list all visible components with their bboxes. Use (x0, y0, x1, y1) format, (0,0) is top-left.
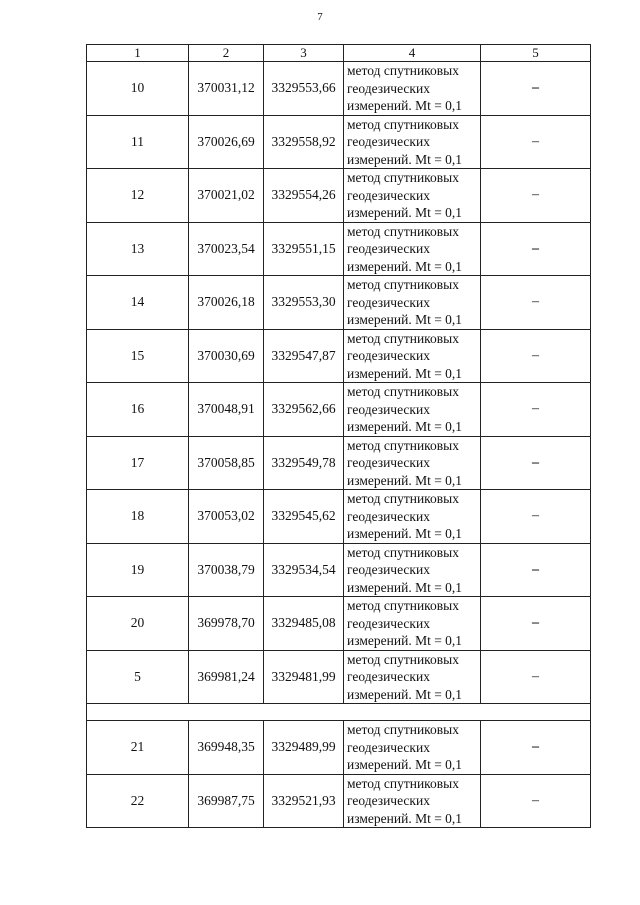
point-number-cell: 17 (87, 436, 189, 490)
table-row (87, 222, 591, 276)
method-line: метод спутниковых (347, 598, 459, 613)
note-cell: – (481, 543, 591, 597)
point-number-cell: 19 (87, 543, 189, 597)
point-number-cell: 16 (87, 383, 189, 437)
note-cell: – (481, 329, 591, 383)
note-cell: – (481, 115, 591, 169)
table-row (87, 276, 591, 330)
point-number-cell: 11 (87, 115, 189, 169)
point-number-cell: 12 (87, 169, 189, 223)
x-coordinate-cell: 370053,02 (189, 490, 264, 544)
separator-cell (87, 704, 591, 721)
y-coordinate-cell: 3329549,78 (264, 436, 344, 490)
header-col-3: 3 (264, 45, 344, 62)
table-body (87, 62, 591, 828)
header-col-1: 1 (87, 45, 189, 62)
method-line: метод спутниковых (347, 277, 459, 292)
x-coordinate-cell: 370031,12 (189, 62, 264, 116)
method-line: метод спутниковых (347, 384, 459, 399)
method-line: геодезических (347, 348, 430, 363)
x-coordinate-cell: 370058,85 (189, 436, 264, 490)
method-line: геодезических (347, 241, 430, 256)
table-row (87, 650, 591, 704)
method-cell (344, 597, 481, 651)
note-cell: – (481, 650, 591, 704)
method-line: измерений. Mt = 0,1 (347, 205, 463, 220)
method-line: метод спутниковых (347, 330, 459, 346)
table-row (87, 721, 591, 775)
header-row (87, 45, 591, 62)
method-line: измерений. Mt = 0,1 (347, 312, 463, 327)
method-cell (344, 721, 481, 775)
method-cell (344, 222, 481, 276)
method-line: измерений. Mt = 0,1 (347, 633, 463, 648)
method-cell (344, 62, 481, 116)
y-coordinate-cell: 3329545,62 (264, 490, 344, 544)
method-cell (344, 329, 481, 383)
table-row (87, 169, 591, 223)
x-coordinate-cell: 369978,70 (189, 597, 264, 651)
method-line: измерений. Mt = 0,1 (347, 365, 463, 381)
y-coordinate-cell: 3329521,93 (264, 774, 344, 828)
table-row (87, 543, 591, 597)
method-line: геодезических (347, 669, 430, 684)
method-line: метод спутниковых (347, 437, 459, 453)
point-number-cell: 10 (87, 62, 189, 116)
point-number-cell: 5 (87, 650, 189, 704)
method-line: метод спутниковых (347, 116, 459, 132)
point-number-cell: 21 (87, 721, 189, 775)
note-cell: – (481, 276, 591, 330)
point-number-cell: 15 (87, 329, 189, 383)
table-row (87, 62, 591, 116)
method-line: метод спутниковых (347, 170, 459, 185)
method-line: геодезических (347, 455, 430, 470)
method-line: измерений. Mt = 0,1 (347, 757, 463, 772)
method-line: геодезических (347, 562, 430, 577)
x-coordinate-cell: 370038,79 (189, 543, 264, 597)
y-coordinate-cell: 3329547,87 (264, 329, 344, 383)
x-coordinate-cell: 369948,35 (189, 721, 264, 775)
method-cell (344, 490, 481, 544)
method-line: метод спутниковых (347, 63, 459, 78)
method-line: геодезических (347, 294, 430, 310)
x-coordinate-cell: 370030,69 (189, 329, 264, 383)
x-coordinate-cell: 370021,02 (189, 169, 264, 223)
y-coordinate-cell: 3329485,08 (264, 597, 344, 651)
point-number-cell: 20 (87, 597, 189, 651)
y-coordinate-cell: 3329481,99 (264, 650, 344, 704)
method-line: геодезических (347, 134, 430, 149)
method-cell (344, 650, 481, 704)
note-cell: – (481, 222, 591, 276)
method-line: геодезических (347, 508, 430, 524)
method-line: измерений. Mt = 0,1 (347, 472, 463, 488)
method-line: геодезических (347, 615, 430, 631)
point-number-cell: 22 (87, 774, 189, 828)
table-row (87, 774, 591, 828)
method-line: геодезических (347, 401, 430, 417)
method-line: геодезических (347, 187, 430, 203)
method-line: измерений. Mt = 0,1 (347, 419, 463, 434)
method-cell (344, 169, 481, 223)
table-row (87, 383, 591, 437)
note-cell: – (481, 774, 591, 828)
x-coordinate-cell: 370048,91 (189, 383, 264, 437)
y-coordinate-cell: 3329553,30 (264, 276, 344, 330)
table-row (87, 115, 591, 169)
point-number-cell: 13 (87, 222, 189, 276)
table-row (87, 436, 591, 490)
method-line: геодезических (347, 793, 430, 808)
separator-row (87, 704, 591, 721)
method-line: метод спутниковых (347, 775, 459, 791)
table-row (87, 329, 591, 383)
note-cell: – (481, 436, 591, 490)
method-cell (344, 383, 481, 437)
y-coordinate-cell: 3329553,66 (264, 62, 344, 116)
header-col-4: 4 (344, 45, 481, 62)
method-line: метод спутниковых (347, 722, 459, 737)
method-line: измерений. Mt = 0,1 (347, 686, 463, 702)
y-coordinate-cell: 3329558,92 (264, 115, 344, 169)
y-coordinate-cell: 3329489,99 (264, 721, 344, 775)
method-line: измерений. Mt = 0,1 (347, 810, 463, 826)
x-coordinate-cell: 370026,18 (189, 276, 264, 330)
coordinates-table (86, 44, 591, 828)
method-cell (344, 543, 481, 597)
method-line: геодезических (347, 739, 430, 755)
table-row (87, 490, 591, 544)
page-number: 7 (317, 11, 323, 23)
header-col-2: 2 (189, 45, 264, 62)
method-cell (344, 774, 481, 828)
note-cell: – (481, 721, 591, 775)
method-line: метод спутниковых (347, 223, 459, 239)
y-coordinate-cell: 3329551,15 (264, 222, 344, 276)
y-coordinate-cell: 3329534,54 (264, 543, 344, 597)
method-line: геодезических (347, 80, 430, 96)
x-coordinate-cell: 369981,24 (189, 650, 264, 704)
method-line: измерений. Mt = 0,1 (347, 579, 463, 595)
method-line: измерений. Mt = 0,1 (347, 258, 463, 274)
x-coordinate-cell: 369987,75 (189, 774, 264, 828)
note-cell: – (481, 383, 591, 437)
note-cell: – (481, 597, 591, 651)
note-cell: – (481, 62, 591, 116)
method-line: измерений. Mt = 0,1 (347, 526, 463, 541)
header-col-5: 5 (481, 45, 591, 62)
y-coordinate-cell: 3329562,66 (264, 383, 344, 437)
method-line: измерений. Mt = 0,1 (347, 98, 463, 113)
note-cell: – (481, 490, 591, 544)
method-line: метод спутниковых (347, 491, 459, 506)
point-number-cell: 18 (87, 490, 189, 544)
point-number-cell: 14 (87, 276, 189, 330)
y-coordinate-cell: 3329554,26 (264, 169, 344, 223)
method-cell (344, 115, 481, 169)
method-cell (344, 276, 481, 330)
x-coordinate-cell: 370026,69 (189, 115, 264, 169)
table-row (87, 597, 591, 651)
method-line: измерений. Mt = 0,1 (347, 151, 463, 167)
x-coordinate-cell: 370023,54 (189, 222, 264, 276)
note-cell: – (481, 169, 591, 223)
method-line: метод спутниковых (347, 651, 459, 667)
method-line: метод спутниковых (347, 544, 459, 560)
method-cell (344, 436, 481, 490)
